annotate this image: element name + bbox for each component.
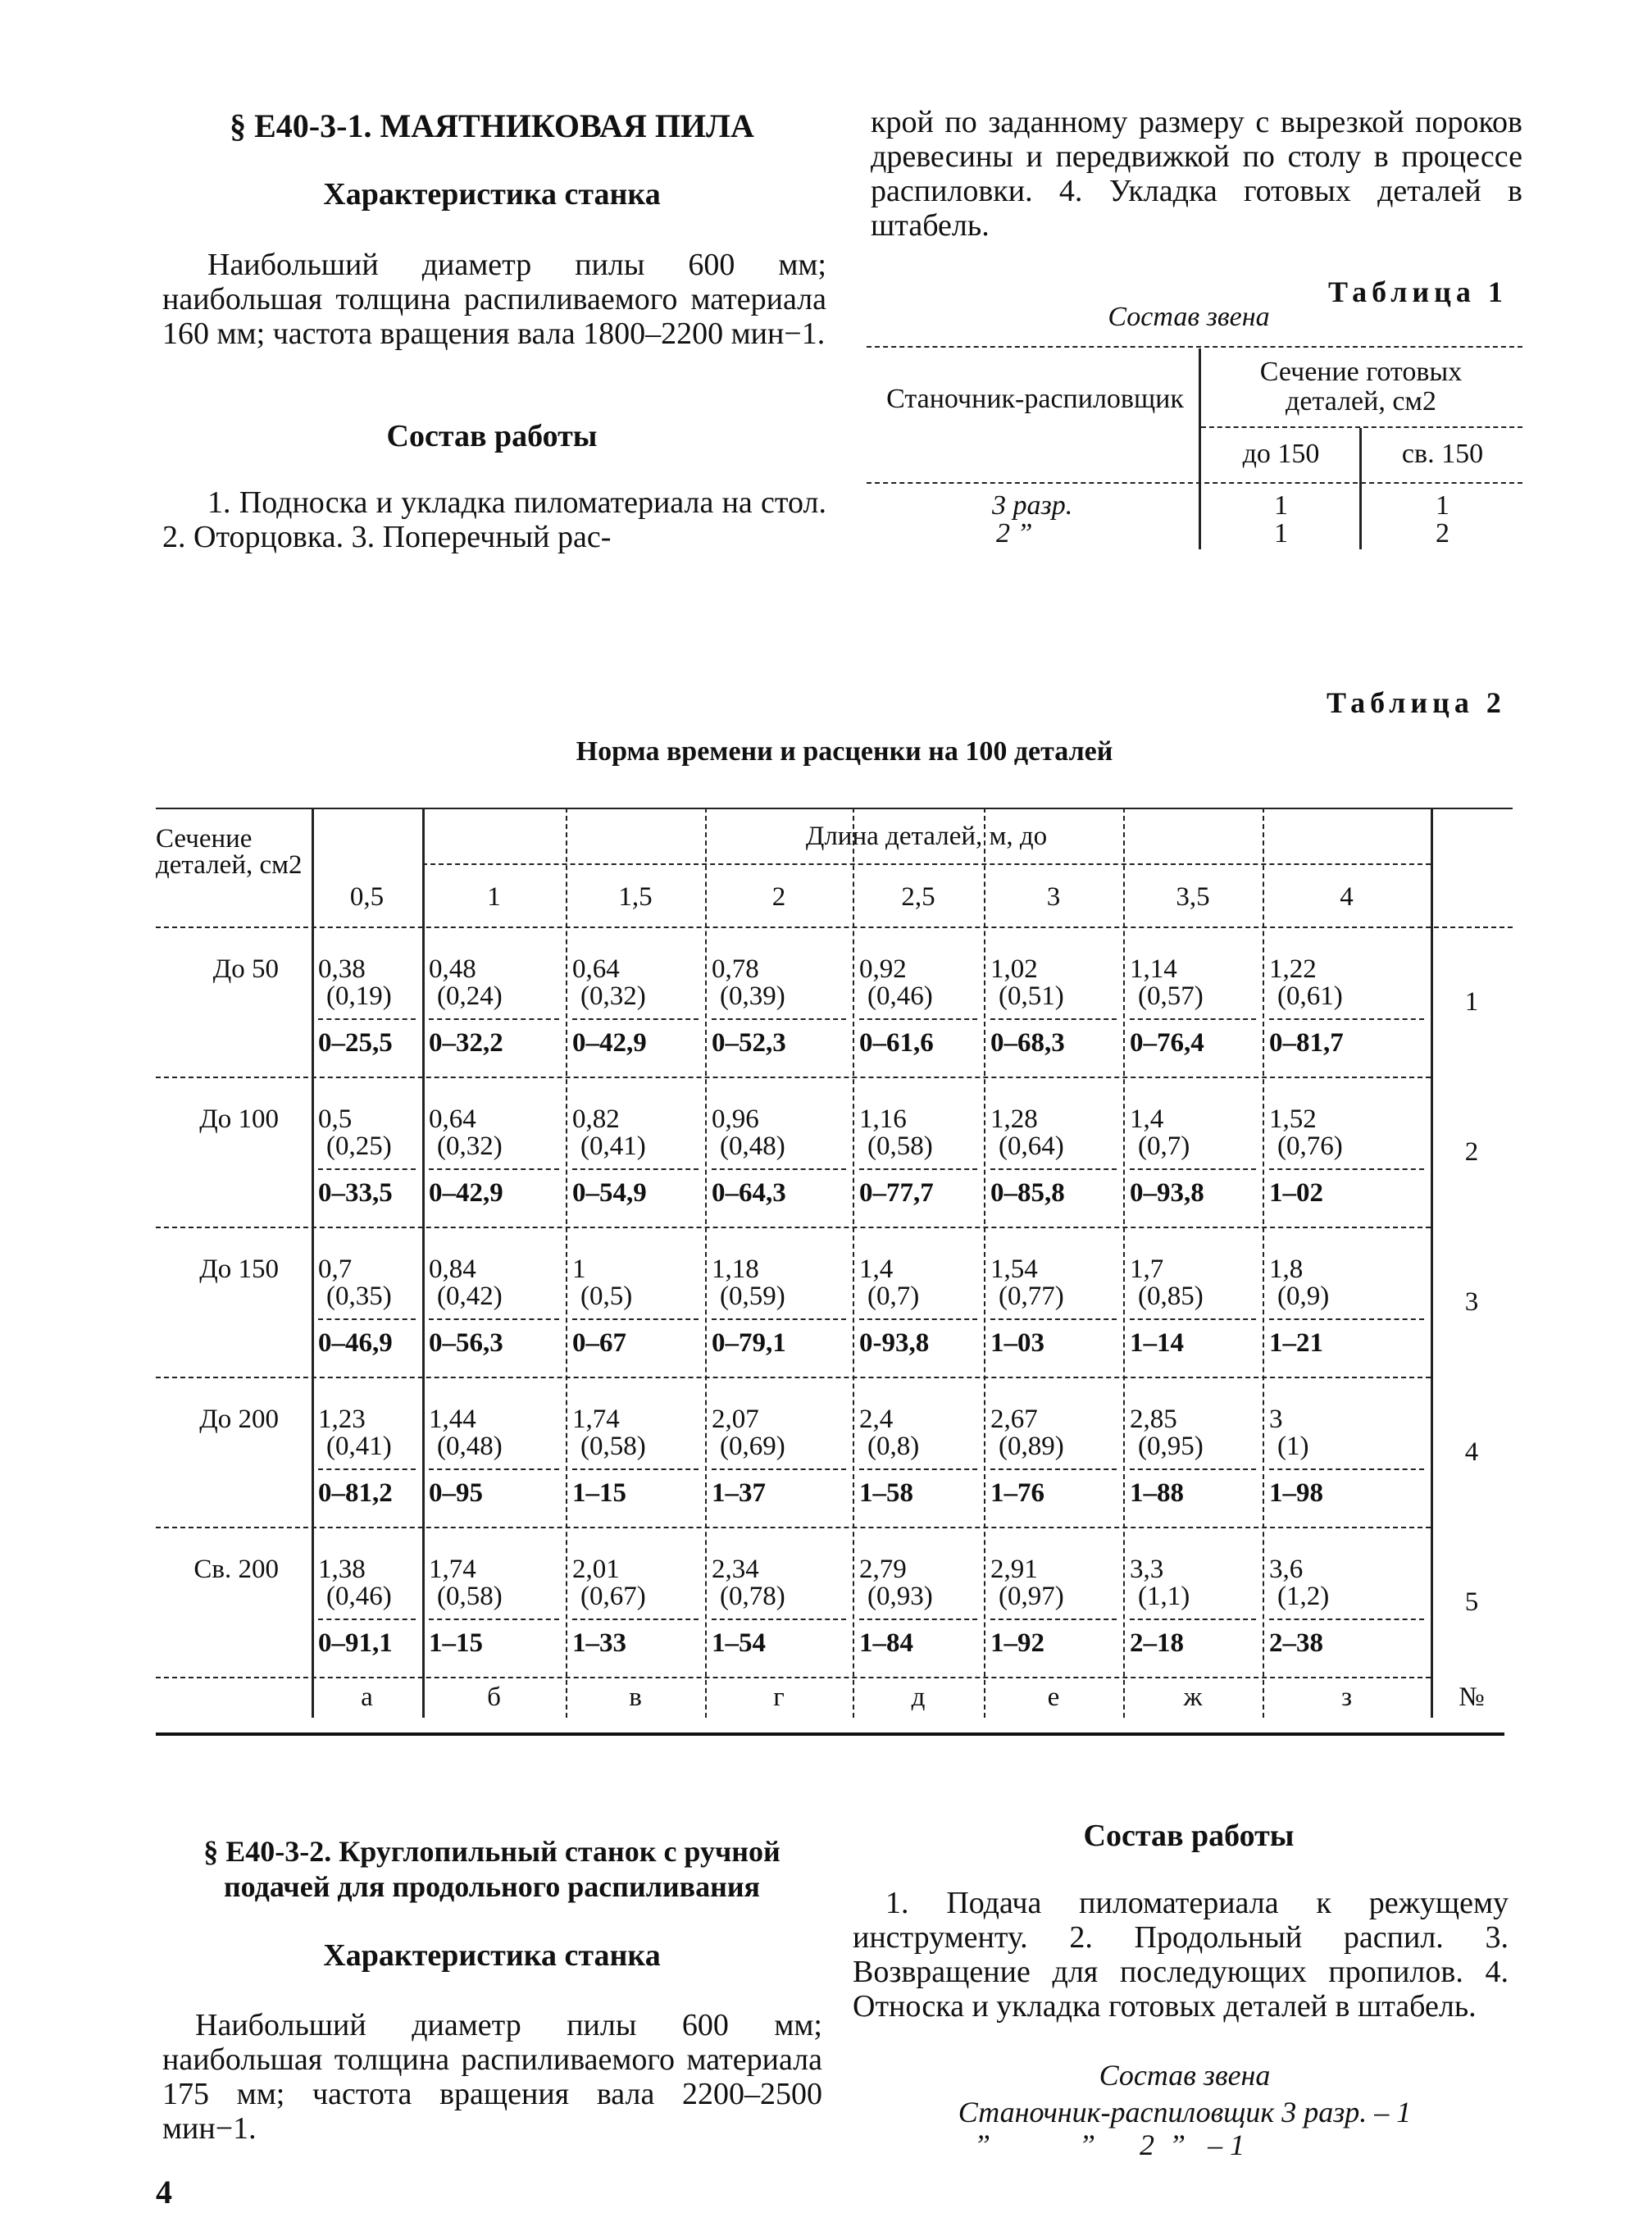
table2-title: Норма времени и расценки на 100 деталей: [576, 736, 1113, 767]
cell-separator: [990, 1168, 1117, 1170]
rate-value: 1–14: [1130, 1328, 1184, 1358]
table1-subcol-1: до 150: [1242, 439, 1320, 469]
section2-title-line2: подачей для продольного распиливания: [223, 1870, 761, 1903]
length-col-header: 0,5: [349, 882, 385, 912]
section2-crew-line2: ” ” 2 ” – 1: [974, 2129, 1245, 2161]
table2-vline: [422, 808, 425, 1718]
rate-value: 0–32,2: [429, 1028, 503, 1058]
rate-value: 1–92: [990, 1628, 1044, 1658]
length-header-label: Длина деталей, м, до: [805, 822, 1048, 851]
row-number: 1: [1464, 987, 1479, 1017]
norm-time: 3,6: [1269, 1555, 1304, 1584]
table1-top-rule: [867, 346, 1522, 348]
norm-time: 2,85: [1130, 1405, 1177, 1434]
norm-time: 1,02: [990, 954, 1038, 984]
row-section-label: До 200: [199, 1405, 279, 1434]
rate-value: 0–64,3: [712, 1178, 786, 1208]
rate-value: 0–79,1: [712, 1328, 786, 1358]
table2-head-bottom-rule: [156, 927, 1513, 928]
cell-separator: [990, 1018, 1117, 1020]
length-col-header: 1: [487, 882, 501, 912]
norm-time-paren: (0,64): [999, 1131, 1064, 1161]
norm-time: 0,48: [429, 954, 476, 984]
cell-separator: [1269, 1619, 1424, 1620]
norm-time: 2,91: [990, 1555, 1038, 1584]
table2-vline: [705, 808, 707, 1718]
rate-value: 0–61,6: [859, 1028, 934, 1058]
table2-label: Таблица 2: [1327, 686, 1506, 719]
cell-separator: [859, 1018, 977, 1020]
norm-time: 1,16: [859, 1104, 907, 1134]
cell-separator: [572, 1018, 699, 1020]
rate-value: 1–58: [859, 1478, 913, 1508]
cell-separator: [712, 1018, 846, 1020]
norm-time-paren: (0,19): [326, 981, 392, 1011]
norm-time: 2,79: [859, 1555, 907, 1584]
table2-vline: [853, 808, 854, 1718]
rate-value: 1–37: [712, 1478, 766, 1508]
section2-crew-caption: Состав звена: [1099, 2059, 1271, 2092]
norm-time: 0,92: [859, 954, 907, 984]
norm-time: 0,82: [572, 1104, 620, 1134]
cell-separator: [429, 1018, 559, 1020]
rate-value: 0–52,3: [712, 1028, 786, 1058]
norm-time-paren: (0,9): [1277, 1282, 1330, 1311]
norm-time-paren: (0,7): [867, 1282, 920, 1311]
rate-value: 0–54,9: [572, 1178, 647, 1208]
rate-value: 2–38: [1269, 1628, 1323, 1658]
table1-label: Таблица 1: [1328, 275, 1508, 308]
length-col-header: 2: [771, 882, 786, 912]
section2-char-heading: Характеристика станка: [323, 1938, 661, 1973]
rate-value: 2–18: [1130, 1628, 1184, 1658]
row-header-label: Сечение деталей, см2: [156, 824, 303, 880]
row-divider: [156, 1227, 1431, 1228]
norm-time-paren: (0,58): [580, 1432, 646, 1461]
norm-time: 2,07: [712, 1405, 759, 1434]
cell-separator: [1130, 1468, 1256, 1470]
norm-time: 1: [572, 1254, 586, 1284]
norm-time: 1,74: [572, 1405, 620, 1434]
section1-work-heading: Состав работы: [386, 419, 598, 453]
rate-value: 1–84: [859, 1628, 913, 1658]
table1-row2-a: 1: [1274, 518, 1288, 549]
norm-time: 0,7: [318, 1254, 353, 1284]
row-section-label: До 100: [199, 1104, 279, 1134]
norm-time: 1,22: [1269, 954, 1317, 984]
cell-separator: [859, 1318, 977, 1320]
rate-value: 1–76: [990, 1478, 1044, 1508]
rate-value: 0–85,8: [990, 1178, 1065, 1208]
section1-title: § Е40-3-1. МАЯТНИКОВАЯ ПИЛА: [230, 107, 754, 144]
length-col-header: 3: [1046, 882, 1061, 912]
norm-time-paren: (0,5): [580, 1282, 633, 1311]
section2-title-line1: § Е40-3-2. Круглопильный станок с ручной: [203, 1835, 780, 1868]
rate-value: 0–91,1: [318, 1628, 393, 1658]
norm-time-paren: (0,39): [720, 981, 785, 1011]
cell-separator: [712, 1619, 846, 1620]
cell-separator: [1269, 1168, 1424, 1170]
table1-row1-b: 1: [1436, 490, 1449, 521]
norm-time-paren: (0,41): [326, 1432, 392, 1461]
rate-value: 1–54: [712, 1628, 766, 1658]
section1-work-text-left: 1. Подноска и укладка пиломатериала на стол. 2. Оторцовка. 3. Поперечный рас-: [162, 485, 826, 554]
norm-time-paren: (0,8): [867, 1432, 920, 1461]
norm-time-paren: (0,42): [437, 1282, 503, 1311]
norm-time: 1,52: [1269, 1104, 1317, 1134]
norm-time: 1,4: [859, 1254, 894, 1284]
table1-row2-grade: 2 ”: [996, 518, 1033, 549]
length-col-header: 4: [1340, 882, 1354, 912]
norm-time: 0,5: [318, 1104, 353, 1134]
table1-row1-grade: 3 разр.: [992, 490, 1073, 521]
norm-time: 1,38: [318, 1555, 366, 1584]
cell-separator: [318, 1619, 416, 1620]
norm-time-paren: (0,48): [720, 1131, 785, 1161]
table2-vline: [1431, 808, 1433, 1718]
rate-value: 0–67: [572, 1328, 626, 1358]
row-section-label: До 150: [199, 1254, 279, 1284]
norm-time: 0,84: [429, 1254, 476, 1284]
table2-vline: [1123, 808, 1125, 1718]
norm-time: 1,14: [1130, 954, 1177, 984]
table1-row2-b: 2: [1436, 518, 1449, 549]
norm-time-paren: (0,25): [326, 1131, 392, 1161]
table2-vline: [1263, 808, 1264, 1718]
norm-time: 1,4: [1130, 1104, 1164, 1134]
norm-time-paren: (0,58): [437, 1582, 503, 1611]
rate-value: 0–42,9: [572, 1028, 647, 1058]
row-divider: [156, 1527, 1431, 1528]
norm-table: [156, 808, 1513, 1710]
cell-separator: [318, 1318, 416, 1320]
norm-time: 1,23: [318, 1405, 366, 1434]
table2-bottom-rule: [156, 1732, 1504, 1736]
cell-separator: [1269, 1468, 1424, 1470]
rate-value: 0–77,7: [859, 1178, 934, 1208]
norm-time-paren: (0,61): [1277, 981, 1343, 1011]
norm-time-paren: (0,85): [1138, 1282, 1204, 1311]
table1-col-section: Сечение готовых деталей, см2: [1259, 357, 1463, 417]
norm-time-paren: (0,95): [1138, 1432, 1204, 1461]
norm-time: 3,3: [1130, 1555, 1164, 1584]
norm-time: 1,74: [429, 1555, 476, 1584]
norm-time-paren: (0,93): [867, 1582, 933, 1611]
norm-time-paren: (0,24): [437, 981, 503, 1011]
row-section-label: До 50: [212, 954, 279, 984]
table1-mid-rule: [867, 482, 1522, 484]
column-letter: г: [773, 1682, 785, 1712]
row-section-label: Св. 200: [193, 1555, 279, 1584]
row-divider: [156, 1077, 1431, 1078]
norm-time-paren: (0,89): [999, 1432, 1064, 1461]
rate-value: 0–81,2: [318, 1478, 393, 1508]
table1-sub-rule: [1201, 426, 1522, 428]
cell-separator: [318, 1468, 416, 1470]
norm-time-paren: (0,69): [720, 1432, 785, 1461]
norm-time-paren: (0,59): [720, 1282, 785, 1311]
norm-time: 1,7: [1130, 1254, 1164, 1284]
table1-row1-a: 1: [1274, 490, 1288, 521]
cell-separator: [572, 1619, 699, 1620]
norm-time: 1,18: [712, 1254, 759, 1284]
norm-time: 3: [1269, 1405, 1283, 1434]
cell-separator: [1269, 1018, 1424, 1020]
rate-value: 1–15: [572, 1478, 626, 1508]
norm-time-paren: (1,2): [1277, 1582, 1330, 1611]
cell-separator: [318, 1168, 416, 1170]
section2-work-heading: Состав работы: [1083, 1819, 1295, 1853]
rate-value: 1–88: [1130, 1478, 1184, 1508]
column-letter: е: [1047, 1682, 1060, 1712]
row-number: 3: [1464, 1287, 1479, 1317]
norm-time: 1,8: [1269, 1254, 1304, 1284]
norm-time-paren: (0,46): [867, 981, 933, 1011]
rate-value: 0–95: [429, 1478, 483, 1508]
section2-char-text: Наибольший диаметр пилы 600 мм; наибольшая толщина распиливаемого материала 175 мм; частота вращения вала 2200–2500 мин−1.: [162, 2008, 822, 2146]
page-number: 4: [156, 2174, 172, 2211]
rate-value: 0–56,3: [429, 1328, 503, 1358]
cell-separator: [1130, 1318, 1256, 1320]
norm-time: 1,28: [990, 1104, 1038, 1134]
rate-value: 1–98: [1269, 1478, 1323, 1508]
norm-time-paren: (0,32): [437, 1131, 503, 1161]
column-letter: б: [487, 1682, 501, 1712]
norm-time: 2,4: [859, 1405, 894, 1434]
rate-value: 1–03: [990, 1328, 1044, 1358]
cell-separator: [990, 1468, 1117, 1470]
table2-length-rule: [422, 863, 1431, 865]
cell-separator: [859, 1468, 977, 1470]
cell-separator: [318, 1018, 416, 1020]
cell-separator: [712, 1318, 846, 1320]
norm-time: 2,67: [990, 1405, 1038, 1434]
rate-value: 0–25,5: [318, 1028, 393, 1058]
row-divider: [156, 1677, 1431, 1678]
rate-value: 1–02: [1269, 1178, 1323, 1208]
row-divider: [156, 1377, 1431, 1378]
cell-separator: [429, 1468, 559, 1470]
rate-value: 0–42,9: [429, 1178, 503, 1208]
row-number: 4: [1464, 1437, 1479, 1467]
norm-time-paren: (1,1): [1138, 1582, 1190, 1611]
table1-subcol-2: св. 150: [1401, 439, 1484, 469]
column-letter: ж: [1183, 1682, 1203, 1712]
length-col-header: 2,5: [901, 882, 935, 912]
cell-separator: [859, 1168, 977, 1170]
section1-char-heading: Характеристика станка: [323, 177, 661, 212]
cell-separator: [712, 1468, 846, 1470]
column-letter: а: [361, 1682, 373, 1712]
cell-separator: [572, 1318, 699, 1320]
rate-value: 0–93,8: [1130, 1178, 1204, 1208]
norm-time: 2,34: [712, 1555, 759, 1584]
table1-col-worker: Станочник-распиловщик: [886, 384, 1184, 414]
table2-top-rule: [156, 808, 1513, 809]
cell-separator: [1130, 1619, 1256, 1620]
cell-separator: [572, 1168, 699, 1170]
column-letter: д: [911, 1682, 926, 1712]
norm-time: 0,64: [429, 1104, 476, 1134]
rate-value: 0–68,3: [990, 1028, 1065, 1058]
norm-time-paren: (0,76): [1277, 1131, 1343, 1161]
cell-separator: [1130, 1018, 1256, 1020]
rate-value: 1–21: [1269, 1328, 1323, 1358]
number-column-label: №: [1459, 1682, 1485, 1712]
length-col-header: 1,5: [618, 882, 653, 912]
table2-vline: [312, 808, 314, 1718]
table1-caption: Состав звена: [1108, 302, 1270, 332]
norm-time-paren: (0,41): [580, 1131, 646, 1161]
norm-time-paren: (0,51): [999, 981, 1064, 1011]
cell-separator: [990, 1318, 1117, 1320]
rate-value: 0–33,5: [318, 1178, 393, 1208]
norm-time-paren: (0,46): [326, 1582, 392, 1611]
cell-separator: [572, 1468, 699, 1470]
table2-vline: [984, 808, 985, 1718]
norm-time-paren: (0,58): [867, 1131, 933, 1161]
row-number: 2: [1464, 1137, 1479, 1167]
section2-crew-line1: Станочник-распиловщик 3 разр. – 1: [958, 2096, 1412, 2129]
cell-separator: [1130, 1168, 1256, 1170]
norm-time: 0,78: [712, 954, 759, 984]
norm-time-paren: (0,77): [999, 1282, 1064, 1311]
column-letter: в: [629, 1682, 642, 1712]
norm-time: 2,01: [572, 1555, 620, 1584]
row-number: 5: [1464, 1587, 1479, 1617]
norm-time-paren: (0,48): [437, 1432, 503, 1461]
table2-vline: [566, 808, 567, 1718]
section1-work-text-right: крой по заданному размеру с вырезкой пороков древесины и передвижкой по столу в процессе распиловки. 4. Укладка готовых деталей в штабель.: [871, 105, 1522, 243]
cell-separator: [1269, 1318, 1424, 1320]
norm-time-paren: (0,35): [326, 1282, 392, 1311]
section2-work-text: 1. Подача пиломатериала к режущему инструменту. 2. Продольный распил. 3. Возвращение для последующих пропилов. 4. Относка и укладка готовых деталей в штабель.: [853, 1886, 1509, 2024]
norm-time: 0,38: [318, 954, 366, 984]
norm-time-paren: (0,78): [720, 1582, 785, 1611]
cell-separator: [712, 1168, 846, 1170]
norm-time: 1,44: [429, 1405, 476, 1434]
norm-time-paren: (0,57): [1138, 981, 1204, 1011]
cell-separator: [429, 1619, 559, 1620]
norm-time: 0,96: [712, 1104, 759, 1134]
cell-separator: [429, 1168, 559, 1170]
norm-time-paren: (0,7): [1138, 1131, 1190, 1161]
rate-value: 1–15: [429, 1628, 483, 1658]
column-letter: з: [1340, 1682, 1353, 1712]
norm-time-paren: (0,97): [999, 1582, 1064, 1611]
section1-char-text: Наибольший диаметр пилы 600 мм; наибольшая толщина распиливаемого материала 160 мм; частота вращения вала 1800–2200 мин−1.: [162, 248, 826, 351]
cell-separator: [859, 1619, 977, 1620]
rate-value: 0–81,7: [1269, 1028, 1344, 1058]
rate-value: 0–76,4: [1130, 1028, 1204, 1058]
cell-separator: [990, 1619, 1117, 1620]
length-col-header: 3,5: [1176, 882, 1210, 912]
norm-time: 0,64: [572, 954, 620, 984]
rate-value: 0-93,8: [859, 1328, 930, 1358]
norm-time-paren: (0,32): [580, 981, 646, 1011]
norm-time-paren: (1): [1277, 1432, 1309, 1461]
cell-separator: [429, 1318, 559, 1320]
rate-value: 0–46,9: [318, 1328, 393, 1358]
norm-time: 1,54: [990, 1254, 1038, 1284]
rate-value: 1–33: [572, 1628, 626, 1658]
norm-time-paren: (0,67): [580, 1582, 646, 1611]
